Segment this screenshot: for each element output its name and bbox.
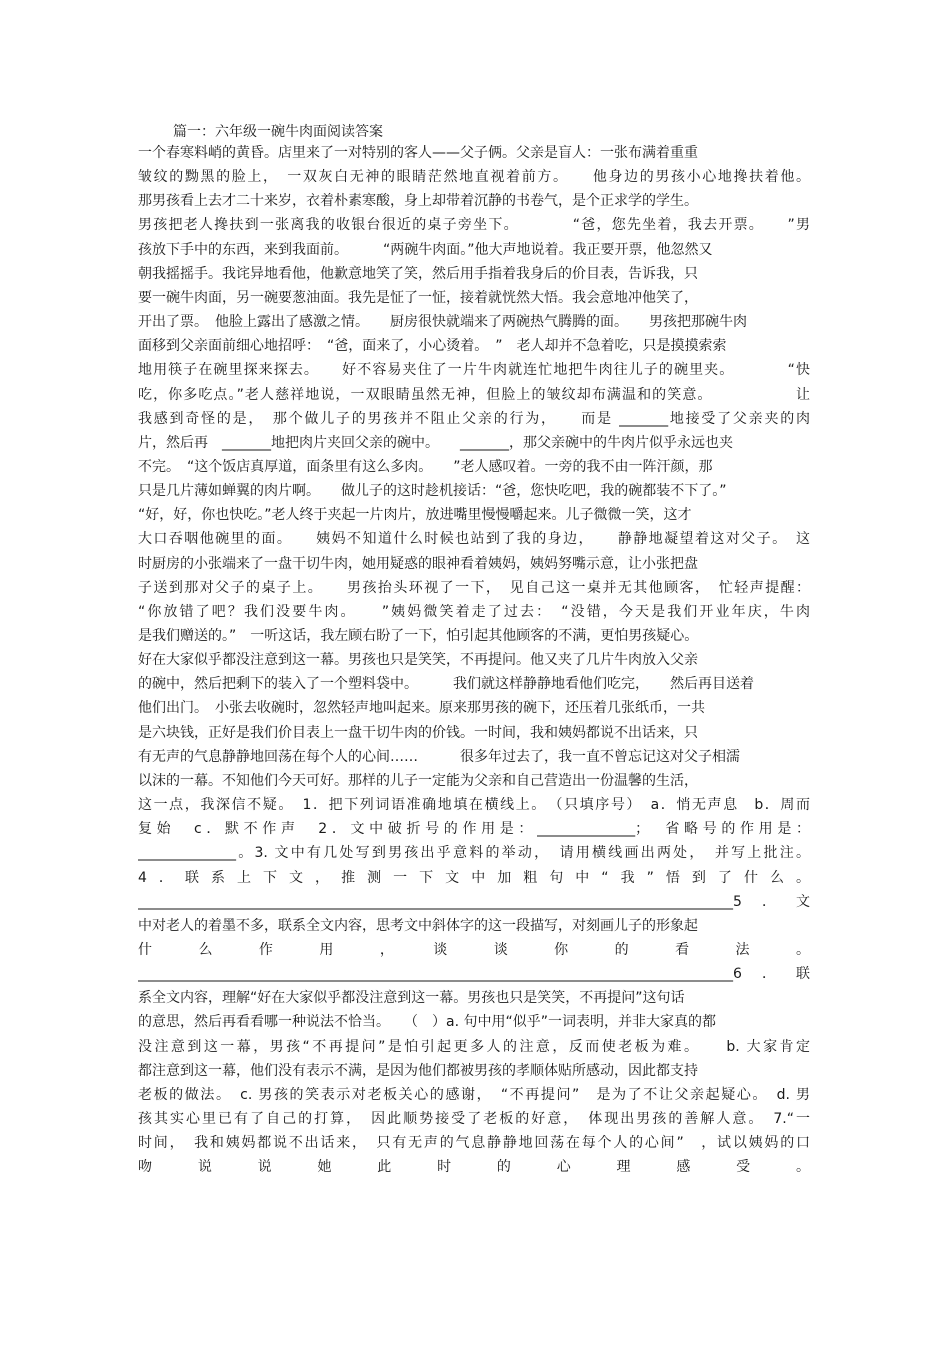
text-line: 只是几片薄如蝉翼的肉片啊。 做儿子的这时趁机接话：“爸，您快吃吧，我的碗都装不下了。” [138,483,727,499]
text-line: 开出了票。 他脸上露出了感激之情。 厨房很快就端来了两碗热气腾腾的面。 男孩把那碗牛肉 [138,314,747,330]
text-line: 是六块钱，正好是我们价目表上一盘干切牛肉的价钱。一时间，我和姨妈都说不出话来，只 [138,725,698,741]
text-line: ______________。3. 文中有几处写到男孩出乎意料的举动， 请用横线画出两处， 并写上批注。 [138,845,810,861]
text-line: 子送到那对父子的桌子上。 男孩抬头环视了一下， 见自己这一桌并无其他顾客， 忙轻声提醒： [138,580,810,596]
text-line: 中对老人的着墨不多，联系全文内容，思考文中斜体字的这一段描写，对刻画儿子的形象起 [138,918,698,934]
text-line: 片，然后再 _______地把肉片夹回父亲的碗中。 _______，那父亲碗中的牛肉片似乎永远也夹 [138,435,733,451]
text-line: 朝我摇摇手。我诧异地看他，他歉意地笑了笑，然后用手指着我身后的价目表，告诉我，只 [138,266,698,282]
document-title: 篇一：六年级一碗牛肉面阅读答案 [173,124,383,140]
text-line: 那男孩看上去才二十来岁，衣着朴素寒酸，身上却带着沉静的书卷气，是个正求学的学生。 [138,193,698,209]
text-line: 大口吞咽他碗里的面。 姨妈不知道什么时候也站到了我的身边， 静静地凝望着这对父子。 这 [138,531,810,547]
text-line: 的碗中，然后把剩下的装入了一个塑料袋中。 我们就这样静静地看他们吃完， 然后再目送着 [138,676,754,692]
text-line: 不完。 “这个饭店真厚道，面条里有这么多肉。 ”老人感叹着。一旁的我不由一阵汗颜，那 [138,459,713,475]
text-line: 男孩把老人搀扶到一张离我的收银台很近的桌子旁坐下。 “爸，您先坐着，我去开票。 ”男 [138,217,810,233]
text-line: 是我们赠送的。” 一听这话，我左顾右盼了一下，怕引起其他顾客的不满，更怕男孩疑心。 [138,628,699,644]
text-line: 系全文内容，理解“好在大家似乎都没注意到这一幕。男孩也只是笑笑，不再提问”这句话 [138,990,685,1006]
text-line: 时厨房的小张端来了一盘干切牛肉，她用疑惑的眼神看着姨妈，姨妈努嘴示意，让小张把盘 [138,556,698,572]
text-line: 孩其实心里已有了自己的打算， 因此顺势接受了老板的好意， 体现出男孩的善解人意。 7.“一 [138,1111,810,1127]
text-line: 我感到奇怪的是， 那个做儿子的男孩并不阻止父亲的行为， 而是 _______地接受了父亲夹的肉 [138,411,810,427]
text-line: _____________________________________________________________________________________6．联 [138,966,810,982]
text-line: 什 么 作 用 ， 谈 谈 你 的 看 法 。 [138,942,810,958]
text-line: 4．联系上下文，推测一下文中加粗句中“我”悟到了什么。 [138,870,810,886]
text-line: 孩放下手中的东西，来到我面前。 “两碗牛肉面。”他大声地说着。我正要开票，他忽然又 [138,242,713,258]
text-line: 皱纹的黝黑的脸上， 一双灰白无神的眼睛茫然地直视着前方。 他身边的男孩小心地搀扶着他。 [138,169,810,185]
text-line: 好在大家似乎都没注意到这一幕。男孩也只是笑笑，不再提问。他又夹了几片牛肉放入父亲 [138,652,698,668]
text-line: _____________________________________________________________________________________5．文 [138,894,810,910]
text-line: 时间， 我和姨妈都说不出话来， 只有无声的气息静静地回荡在每个人的心间” ，试以姨妈的口 [138,1135,810,1151]
text-line: 的意思，然后再看看哪一种说法不恰当。 （ ）a. 句中用“似乎”一词表明，并非大家真的都 [138,1014,716,1030]
text-line: 要一碗牛肉面，另一碗要葱油面。我先是怔了一怔，接着就恍然大悟。我会意地冲他笑了， [138,290,698,306]
text-line: 复始 c．默不作声 2．文中破折号的作用是：______________； 省略号的作用是： [138,821,810,837]
text-line: “你放错了吧？我们没要牛肉。 ”姨妈微笑着走了过去： “没错，今天是我们开业年庆，牛肉 [138,604,810,620]
text-line: 都注意到这一幕，他们没有表示不满，是因为他们都被男孩的孝顺体贴所感动，因此都支持 [138,1063,698,1079]
text-line: 地用筷子在碗里探来探去。 好不容易夹住了一片牛肉就连忙地把牛肉往儿子的碗里夹。 “快 [138,362,810,378]
text-line: 一个春寒料峭的黄昏。店里来了一对特别的客人——父子俩。父亲是盲人：一张布满着重重 [138,145,698,161]
text-line: 吻 说 说 她 此 时 的 心 理 感 受 。 [138,1159,810,1175]
text-line: 没注意到这一幕，男孩“不再提问”是怕引起更多人的注意，反而使老板为难。 b. 大家肯定 [138,1039,810,1055]
text-line: “好，好，你也快吃。”老人终于夹起一片肉片，放进嘴里慢慢嚼起来。儿子微微一笑，这才 [138,507,692,523]
text-line: 吃，你多吃点。”老人慈祥地说，一双眼睛虽然无神，但脸上的皱纹却布满温和的笑意。 让 [138,387,810,403]
text-line: 这一点，我深信不疑。 1．把下列词语准确地填在横线上。 （只填序号） a．悄无声息 b．周而 [138,797,810,813]
text-line: 他们出门。 小张去收碗时，忽然轻声地叫起来。原来那男孩的碗下，还压着几张纸币，一共 [138,700,705,716]
text-line: 有无声的气息静静地回荡在每个人的心间…… 很多年过去了，我一直不曾忘记这对父子相濡 [138,749,740,765]
text-line: 面移到父亲面前细心地招呼： “爸，面来了，小心烫着。 ” 老人却并不急着吃，只是摸摸索索 [138,338,727,354]
text-line: 老板的做法。 c. 男孩的笑表示对老板关心的感谢， “不再提问” 是为了不让父亲起疑心。 d. 男 [138,1087,810,1103]
text-line: 以沫的一幕。不知他们今天可好。那样的儿子一定能为父亲和自己营造出一份温馨的生活， [138,773,698,789]
